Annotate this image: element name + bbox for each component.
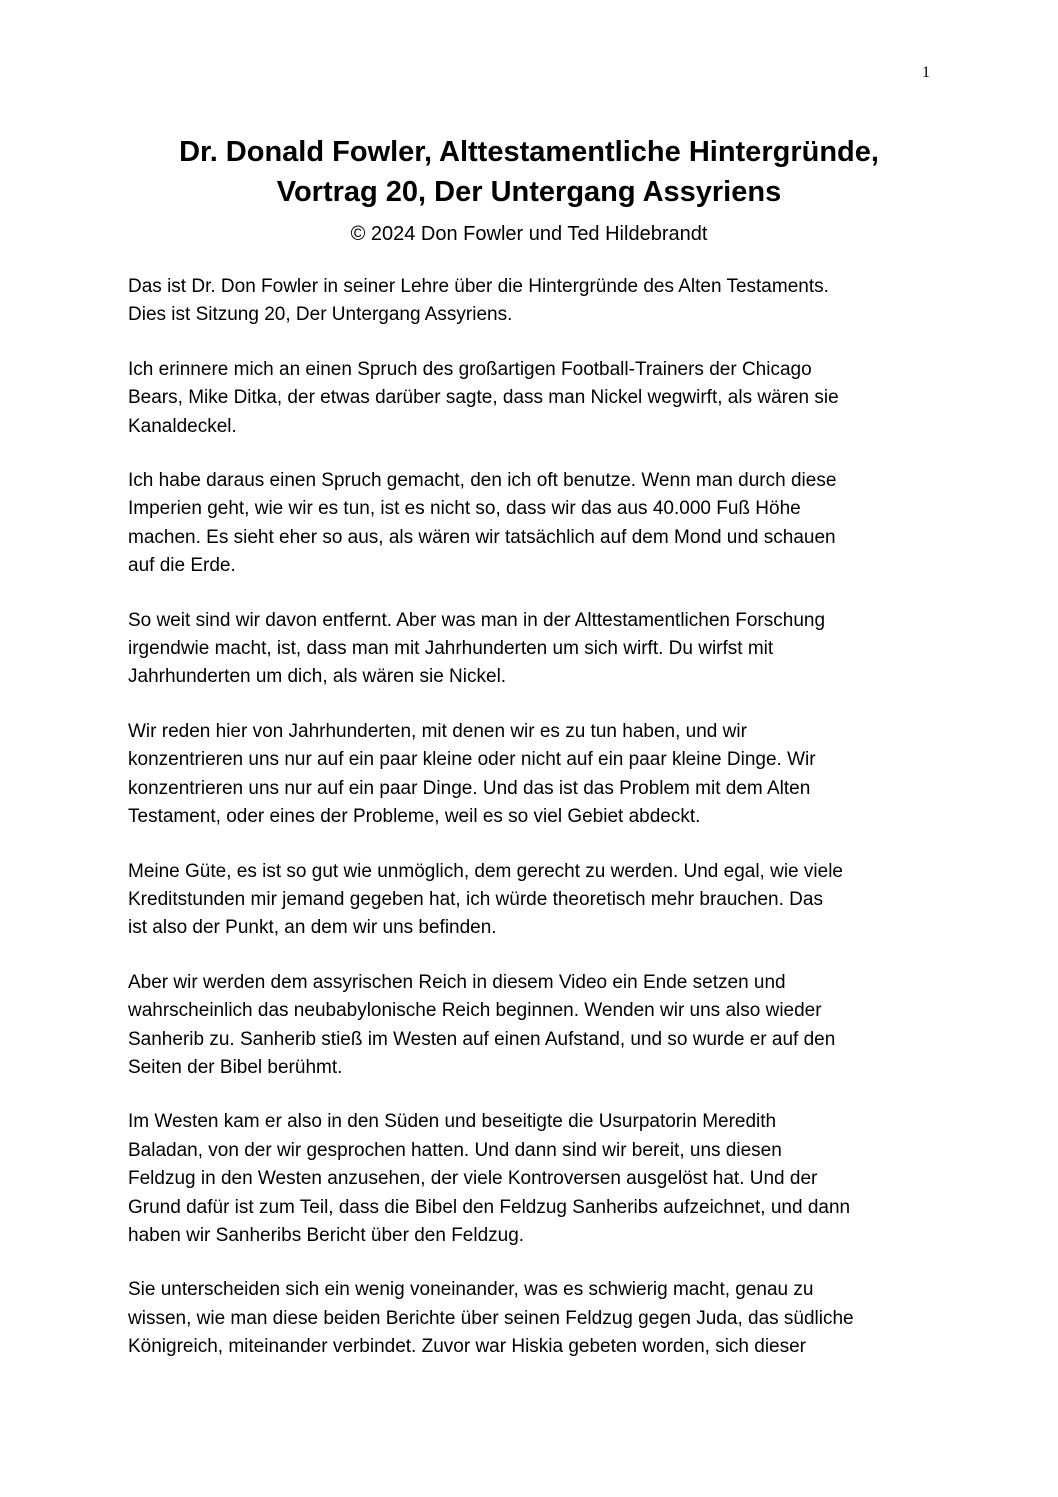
paragraph-line: wahrscheinlich das neubabylonische Reich beginnen. Wenden wir uns also wieder: [128, 1000, 822, 1022]
paragraph-line: Kreditstunden mir jemand gegeben hat, ich würde theoretisch mehr brauchen. Das: [128, 888, 823, 910]
paragraph-line: konzentrieren uns nur auf ein paar Dinge. Und das ist das Problem mit dem Alten: [128, 777, 811, 799]
paragraph-line: irgendwie macht, ist, dass man mit Jahrhunderten um sich wirft. Du wirfst mit: [128, 638, 774, 660]
paragraph-line: wissen, wie man diese beiden Berichte über seinen Feldzug gegen Juda, das südliche: [128, 1307, 854, 1329]
paragraph: [128, 273, 933, 330]
paragraph: [128, 607, 933, 692]
paragraph-line: konzentrieren uns nur auf ein paar kleine oder nicht auf ein paar kleine Dinge. Wir: [128, 749, 816, 771]
title-line: Dr. Donald Fowler, Alttestamentliche Hintergründe,: [179, 136, 879, 168]
paragraph-line: Sanherib zu. Sanherib stieß im Westen auf einen Aufstand, und so wurde er auf den: [128, 1028, 836, 1050]
copyright-notice: © 2024 Don Fowler und Ted Hildebrandt: [350, 223, 708, 245]
paragraph-line: Dies ist Sitzung 20, Der Untergang Assyriens.: [128, 304, 513, 326]
paragraph-line: machen. Es sieht eher so aus, als wären wir tatsächlich auf dem Mond und schauen: [128, 526, 836, 548]
paragraph-line: Bears, Mike Ditka, der etwas darüber sagte, dass man Nickel wegwirft, als wären sie: [128, 387, 839, 409]
paragraph: [128, 356, 933, 441]
paragraph-line: Ich habe daraus einen Spruch gemacht, den ich oft benutze. Wenn man durch diese: [128, 470, 837, 492]
paragraph-line: Testament, oder eines der Probleme, weil es so viel Gebiet abdeckt.: [128, 806, 701, 828]
paragraph-line: Feldzug in den Westen anzusehen, der viele Kontroversen ausgelöst hat. Und der: [128, 1168, 818, 1190]
paragraph-line: Königreich, miteinander verbindet. Zuvor war Hiskia gebeten worden, sich dieser: [128, 1336, 807, 1358]
paragraph-line: Seiten der Bibel berühmt.: [128, 1056, 343, 1078]
paragraph-line: Das ist Dr. Don Fowler in seiner Lehre über die Hintergründe des Alten Testaments.: [128, 276, 829, 297]
paragraph-line: Wir reden hier von Jahrhunderten, mit denen wir es zu tun haben, und wir: [128, 720, 747, 742]
paragraph-line: Sie unterscheiden sich ein wenig voneinander, was es schwierig macht, genau zu: [128, 1279, 814, 1301]
paragraph-line: Kanaldeckel.: [128, 415, 237, 437]
paragraph-line: So weit sind wir davon entfernt. Aber was man in der Alttestamentlichen Forschung: [128, 609, 826, 631]
paragraph-line: haben wir Sanheribs Bericht über den Feldzug.: [128, 1224, 525, 1246]
paragraph: [128, 858, 933, 943]
paragraph-line: Imperien geht, wie wir es tun, ist es nicht so, dass wir das aus 40.000 Fuß Höhe: [128, 498, 801, 520]
paragraph-line: Meine Güte, es ist so gut wie unmöglich, dem gerecht zu werden. Und egal, wie viele: [128, 860, 843, 882]
paragraph-line: Grund dafür ist zum Teil, dass die Bibel den Feldzug Sanheribs aufzeichnet, und dann: [128, 1196, 851, 1218]
paragraph-line: Jahrhunderten um dich, als wären sie Nickel.: [128, 666, 507, 688]
paragraph: [128, 1108, 933, 1250]
paragraph: [128, 969, 933, 1083]
paragraph-line: Aber wir werden dem assyrischen Reich in diesem Video ein Ende setzen und: [128, 971, 786, 993]
paragraph-line: auf die Erde.: [128, 555, 236, 577]
paragraph-line: Im Westen kam er also in den Süden und beseitigte die Usurpatorin Meredith: [128, 1111, 777, 1133]
document-title: [128, 132, 930, 212]
paragraph-line: Ich erinnere mich an einen Spruch des großartigen Football-Trainers der Chicago: [128, 358, 812, 380]
paragraph-line: ist also der Punkt, an dem wir uns befinden.: [128, 917, 497, 939]
paragraph-line: Baladan, von der wir gesprochen hatten. Und dann sind wir bereit, uns diesen: [128, 1139, 782, 1161]
paragraph: [128, 1276, 933, 1361]
page-number: 1: [922, 64, 930, 81]
document-body: [128, 273, 933, 1388]
title-line: Vortrag 20, Der Untergang Assyriens: [276, 176, 782, 208]
paragraph: [128, 467, 933, 581]
paragraph: [128, 718, 933, 832]
